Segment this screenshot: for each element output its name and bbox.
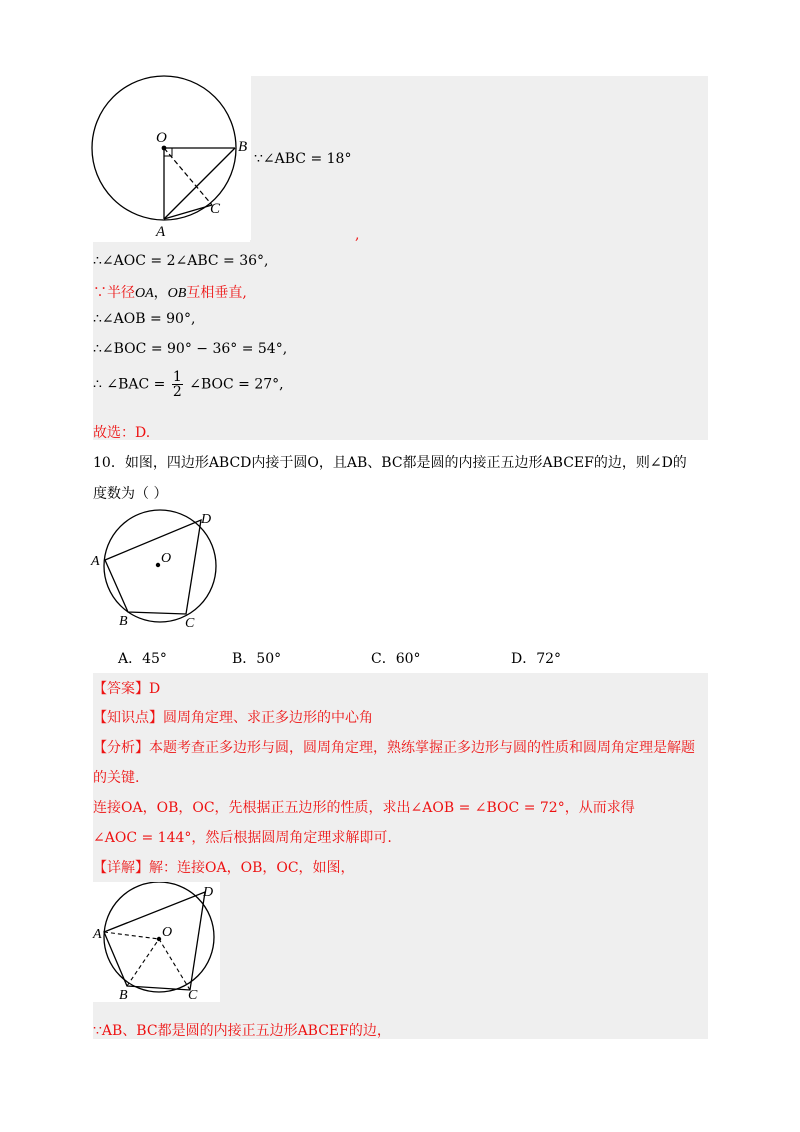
solution-analysis-1: 【分析】本题考查正多边形与圆，圆周角定理，熟练掌握正多边形与圆的性质和圆周角定理是解题	[93, 740, 695, 756]
figure-pentagon-construction	[92, 882, 220, 1002]
solution-analysis-4: ∠AOC = 144°，然后根据圆周角定理求解即可.	[93, 830, 392, 846]
label-b: B	[238, 139, 248, 155]
step-2-pre: ∵半径	[93, 285, 135, 301]
solution-analysis-2: 的关键.	[93, 770, 140, 786]
q-label-d: D	[201, 512, 212, 527]
step-1: ∴∠AOC = 2∠ABC = 36°,	[93, 253, 269, 269]
option-a[interactable]: A．45°	[118, 651, 167, 667]
given-text: ∵∠ABC = 18°	[254, 151, 352, 167]
option-c[interactable]: C．60°	[371, 651, 421, 667]
step-5-pre: ∴ ∠BAC =	[93, 376, 166, 393]
q-label-o: O	[161, 551, 172, 566]
answer-choice: 故选：D.	[93, 425, 151, 441]
step-2-post: 互相垂直,	[186, 285, 247, 301]
step-5	[93, 370, 284, 399]
figure-quadrilateral-abcd	[88, 508, 223, 633]
label-o: O	[156, 130, 167, 146]
option-d[interactable]: D．72°	[511, 651, 562, 667]
option-b[interactable]: B．50°	[232, 651, 282, 667]
step-2-ob: OB	[167, 286, 187, 301]
solution-knowledge: 【知识点】圆周角定理、求正多边形的中心角	[93, 710, 373, 726]
fraction-den: 2	[172, 384, 182, 400]
s-label-d: D	[203, 885, 214, 900]
label-a: A	[156, 224, 166, 240]
question-line-1: 10．如图，四边形ABCD内接于圆O，且AB、BC都是圆的内接正五边形ABCEF的边，则∠D的	[93, 455, 687, 471]
step-4: ∴∠BOC = 90° − 36° = 54°,	[93, 341, 288, 357]
solution-detail: 【详解】解：连接OA，OB，OC，如图，	[93, 860, 355, 876]
figure-circle-oabc	[90, 72, 250, 242]
s-label-o: O	[162, 925, 173, 940]
given-comma: ,	[355, 227, 360, 243]
step-3: ∴∠AOB = 90°,	[93, 311, 196, 327]
step-2	[93, 282, 247, 302]
solution-block-top-lower	[93, 240, 708, 440]
solution-detail-2: ∵AB、BC都是圆的内接正五边形ABCEF的边，	[93, 1023, 391, 1039]
fraction-half	[172, 370, 183, 399]
q-label-b: B	[119, 614, 128, 629]
q-label-c: C	[185, 616, 195, 631]
s-label-c: C	[188, 988, 198, 1002]
solution-answer: 【答案】D	[93, 681, 161, 697]
question-line-2: 度数为（ ）	[93, 486, 168, 502]
solution-analysis-3: 连接OA，OB，OC，先根据正五边形的性质，求出∠AOB = ∠BOC = 72°，从而求得	[93, 800, 635, 816]
fraction-num: 1	[172, 369, 182, 385]
step-5-post: ∠BOC = 27°,	[189, 376, 284, 393]
s-label-a: A	[93, 927, 102, 942]
q-label-a: A	[91, 554, 100, 569]
step-2-oa: OA	[135, 286, 154, 301]
step-2-sep: ，	[153, 285, 168, 301]
label-c: C	[210, 201, 221, 217]
s-label-b: B	[119, 988, 128, 1002]
